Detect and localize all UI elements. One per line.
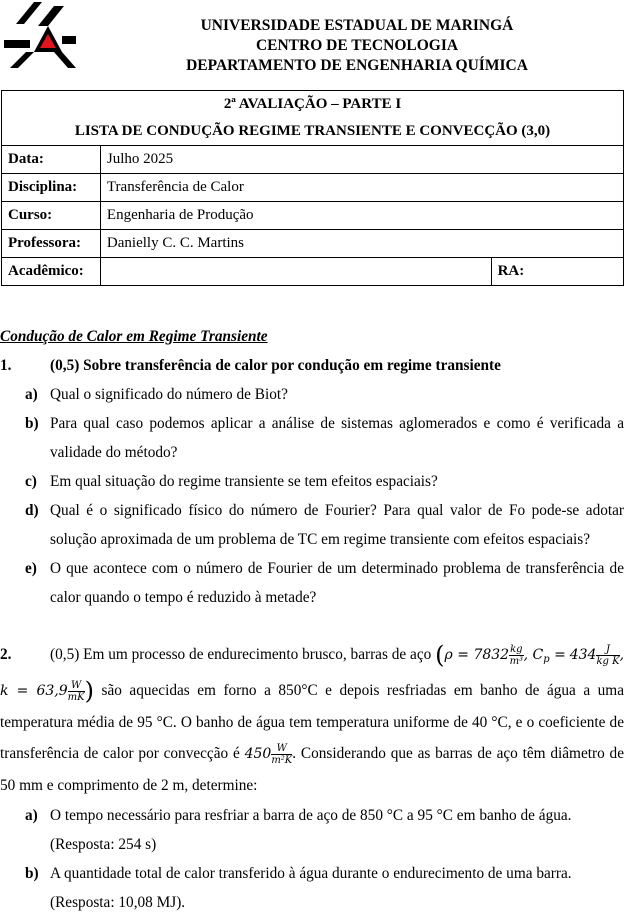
table-row: [2, 146, 624, 174]
professor-label: Professora:: [2, 230, 101, 258]
list-item: [0, 554, 624, 612]
professor-value: Danielly C. C. Martins: [100, 230, 623, 258]
item-answer: (Resposta: 10,08 MJ).: [50, 894, 186, 911]
conductivity-unit: $\frac{W}{mK}$: [67, 679, 85, 703]
question-1-title: [0, 351, 624, 380]
h-value: 450: [244, 746, 272, 762]
item-text: Para qual caso podemos aplicar a análise de sistemas aglomerados e como é verificada a validade do método?: [50, 415, 624, 461]
exam-info-table: [1, 90, 624, 286]
item-text: A quantidade total de calor transferido à água durante o endurecimento de uma barra.: [50, 865, 572, 882]
student-label: Acadêmico:: [2, 258, 101, 286]
item-letter: c): [25, 473, 37, 490]
item-text: O tempo necessário para resfriar a barra de aço de 850 °C a 95 °C em banho de água.: [50, 807, 572, 824]
list-item: [0, 859, 624, 917]
item-letter: e): [25, 560, 37, 577]
density-unit: $\frac{kg}{\text{m³}}$: [509, 643, 524, 667]
item-answer: (Resposta: 254 s): [50, 836, 157, 853]
center-name: CENTRO DE TECNOLOGIA: [255, 37, 459, 54]
exam-subtitle: LISTA DE CONDUÇÃO REGIME TRANSIENTE E CONVECÇÃO (3,0): [2, 117, 624, 146]
item-letter: d): [25, 502, 39, 519]
date-value: Julho 2025: [100, 146, 623, 174]
discipline-value: Transferência de Calor: [100, 174, 623, 202]
item-text: Qual o significado do número de Biot?: [50, 386, 288, 403]
date-label: Data:: [2, 146, 101, 174]
department-name: DEPARTAMENTO DE ENGENHARIA QUÍMICA: [186, 57, 528, 74]
density-value: ρ = 7832: [444, 647, 510, 663]
list-item: [0, 467, 624, 496]
h-unit: $\frac{W}{\text{m²K}}$: [271, 742, 293, 766]
discipline-label: Disciplina:: [2, 174, 101, 202]
list-item: [0, 496, 624, 554]
table-row: [2, 202, 624, 230]
question-body-text: são aquecidas em forno a 850°C e depois resfriadas em banho de água a uma temperatura média de 95 °C. O banho de água tem temperatura uniforme de 40 °C, e o coeficiente de transferência de calor por convecção é: [0, 682, 624, 762]
question-body-text-2: . Considerando que as barras de aço têm diâmetro de 50 mm e comprimento de 2 m, determine:: [0, 745, 624, 794]
cp-unit: $\frac{J}{\text{kg K}}$: [596, 643, 620, 667]
list-item: [0, 409, 624, 467]
question-number: 1.: [0, 357, 12, 374]
question-intro: (0,5) Em um processo de endurecimento brusco, barras de aço: [50, 646, 432, 663]
question-2-text: 2. (0,5) Em um processo de endurecimento brusco, barras de aço (ρ = 7832 $\frac{kg}{\text{m³}}$ , Cp = 434 $\frac{J}{\text{kg K}}$ , k = 63,9 $\frac{W}{mK}$ ) são aquecidas em forno a 850°C e depois resfriadas em banho de água a uma temperatura média de 95 °C. O banho de água tem temperatura uniforme de 40 °C, e o coeficiente de transferência de calor por convecção é 450 $\frac{W}{\text{m²K}}$ . Considerando que as barras de aço têm diâmetro de 50 mm e comprimento de 2 m, determine:: [0, 640, 624, 794]
exam-title: 2ª AVALIAÇÃO – PARTE I: [2, 91, 624, 118]
ra-label: RA:: [491, 258, 623, 286]
item-text: O que acontece com o número de Fourier de um determinado problema de transferência de calor quando o tempo é reduzido à metade?: [50, 560, 624, 606]
section-title: Condução de Calor em Regime Transiente: [0, 328, 268, 345]
list-item: [0, 380, 624, 409]
cp-value: 434: [569, 647, 597, 663]
item-letter: b): [25, 865, 39, 882]
course-label: Curso:: [2, 202, 101, 230]
item-letter: b): [25, 415, 39, 432]
item-text: Em qual situação do regime transiente se tem efeitos espaciais?: [50, 473, 438, 490]
university-logo: [4, 2, 76, 68]
questions-body: [0, 322, 624, 917]
table-row: [2, 174, 624, 202]
university-name: UNIVERSIDADE ESTADUAL DE MARINGÁ: [200, 17, 514, 34]
conductivity-value: , k = 63,9: [0, 647, 624, 699]
table-row: [2, 258, 624, 286]
list-item: [0, 801, 624, 859]
institution-header: [90, 16, 624, 76]
course-value: Engenharia de Produção: [100, 202, 623, 230]
question-text: (0,5) Sobre transferência de calor por condução em regime transiente: [50, 357, 501, 374]
item-letter: a): [25, 807, 38, 824]
table-row: [2, 230, 624, 258]
question-number: 2.: [0, 646, 12, 663]
item-text: Qual é o significado físico do número de Fourier? Para qual valor de Fo pode-se adotar solução aproximada de um problema de TC em regime transiente com efeitos espaciais?: [50, 502, 624, 548]
student-field[interactable]: [100, 258, 491, 286]
item-letter: a): [25, 386, 38, 403]
